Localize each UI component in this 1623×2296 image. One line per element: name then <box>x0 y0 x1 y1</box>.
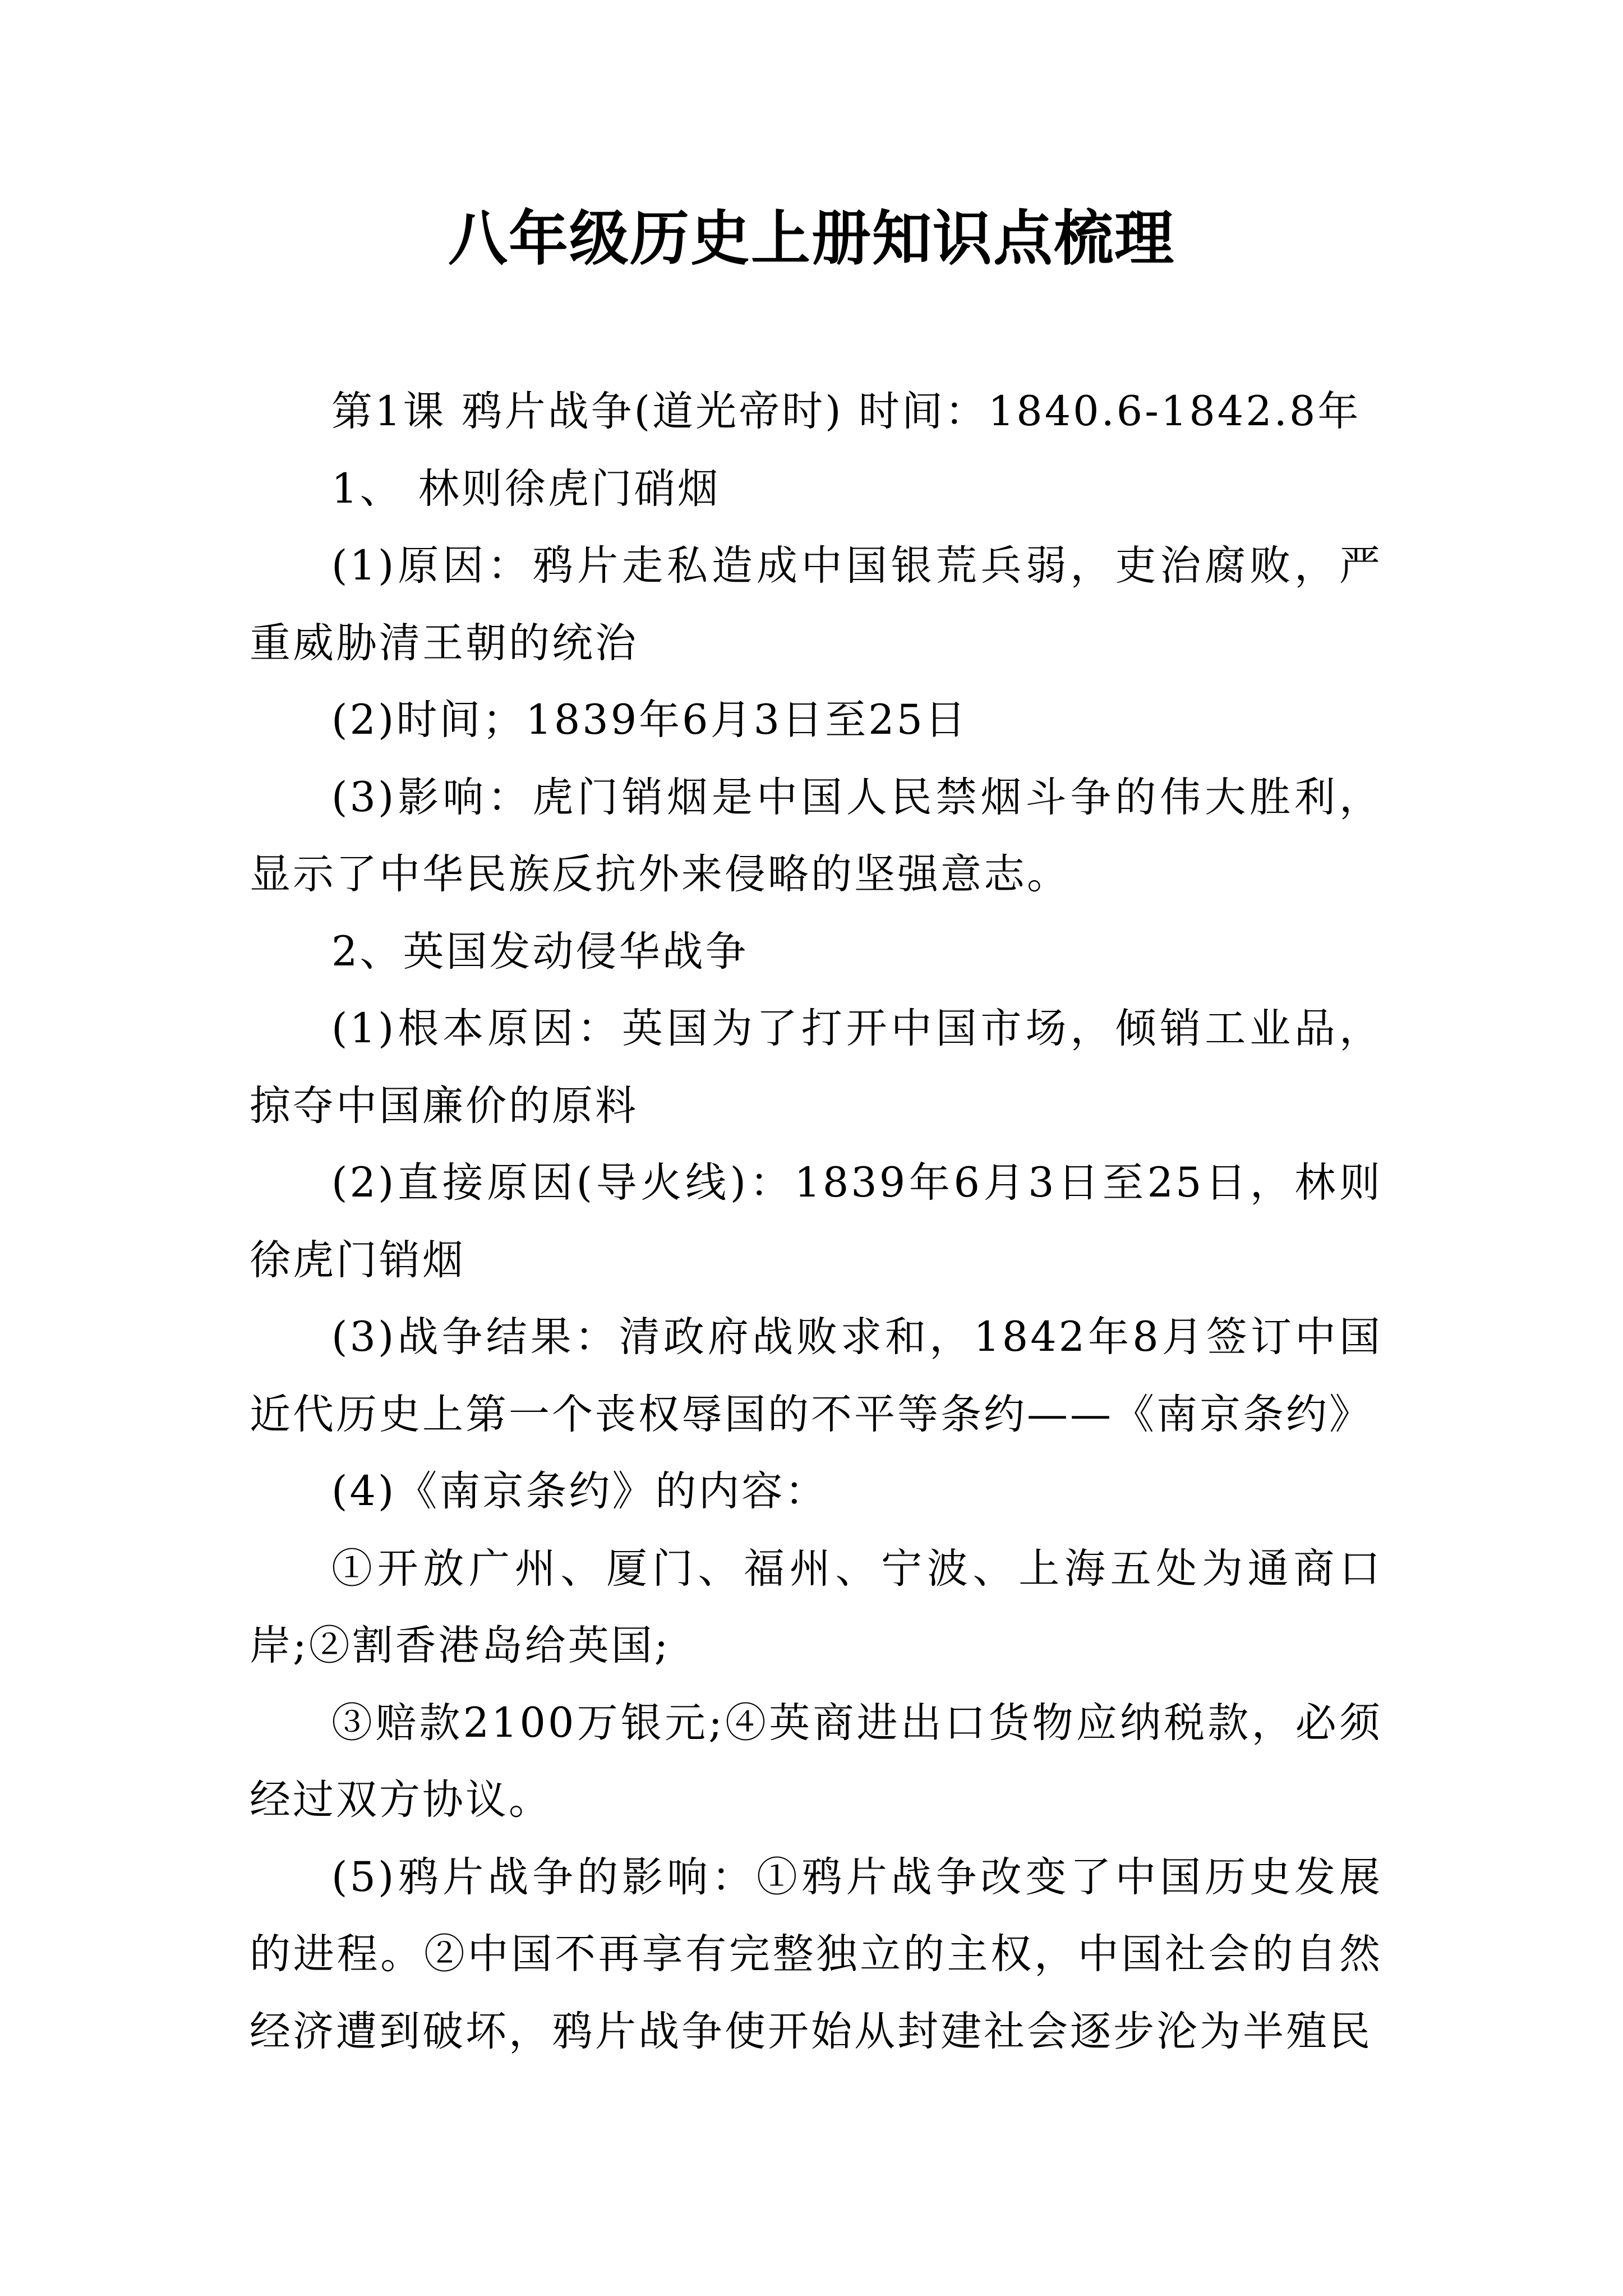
paragraph-root-cause: (1)根本原因：英国为了打开中国市场，倾销工业品，掠夺中国廉价的原料 <box>250 1005 1382 1130</box>
document-body <box>250 373 1382 2070</box>
paragraph-time: (2)时间；1839年6月3日至25日 <box>331 696 968 744</box>
paragraph-treaty-item-1-2: ①开放广州、厦门、福州、宁波、上海五处为通商口岸;②割香港岛给英国; <box>250 1544 1382 1669</box>
paragraph-war-result: (3)战争结果：清政府战败求和，1842年8月签订中国近代历史上第一个丧权辱国的不平等条约——《南京条约》 <box>250 1313 1382 1438</box>
paragraph-direct-cause: (2)直接原因(导火线)：1839年6月3日至25日，林则徐虎门销烟 <box>250 1159 1382 1284</box>
paragraph-section-1: 1、 林则徐虎门硝烟 <box>331 464 721 513</box>
paragraph-section-2: 2、英国发动侵华战争 <box>331 927 749 976</box>
document-title: 八年级历史上册知识点梳理 <box>448 203 1175 273</box>
paragraph-war-impact: (5)鸦片战争的影响：①鸦片战争改变了中国历史发展的进程。②中国不再享有完整独立的主权，中国社会的自然经济遭到破坏，鸦片战争使开始从封建社会逐步沦为半殖民 <box>250 1853 1382 2055</box>
paragraph-cause: (1)原因：鸦片走私造成中国银荒兵弱，吏治腐败，严重威胁清王朝的统治 <box>250 542 1382 667</box>
paragraph-treaty-contents: (4)《南京条约》的内容： <box>331 1467 828 1515</box>
paragraph-treaty-item-3-4: ③赔款2100万银元;④英商进出口货物应纳税款，必须经过双方协议。 <box>250 1699 1382 1824</box>
paragraph-lesson-heading: 第1课 鸦片战争(道光帝时) 时间：1840.6-1842.8年 <box>331 388 1361 435</box>
paragraph-impact: (3)影响：虎门销烟是中国人民禁烟斗争的伟大胜利，显示了中华民族反抗外来侵略的坚强意志。 <box>250 773 1382 898</box>
